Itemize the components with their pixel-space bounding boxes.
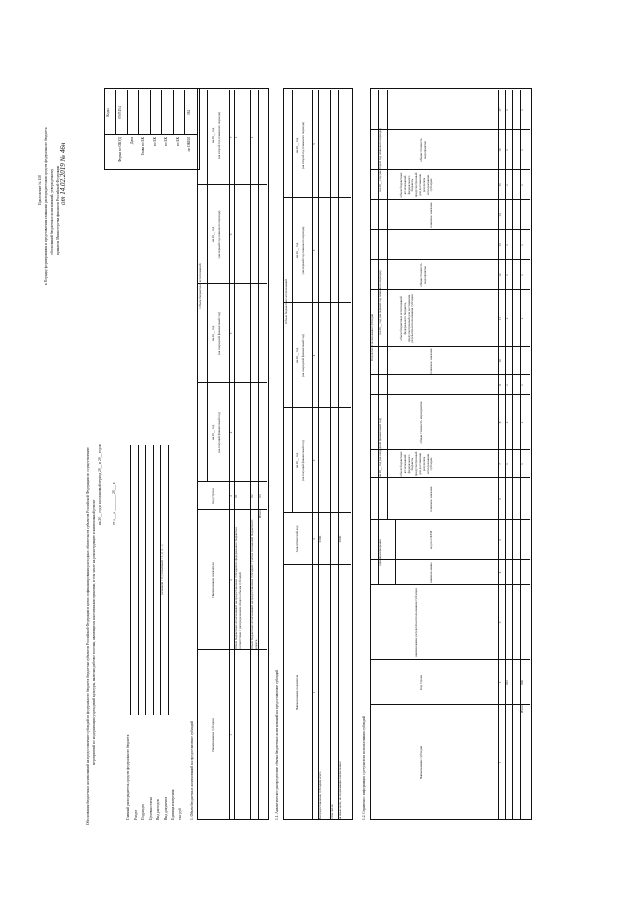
codes-row-label: Дата	[129, 137, 134, 145]
s11-col-num: 6	[312, 143, 316, 145]
s1-header-year-3: на 20__ год	[211, 127, 215, 144]
org-field-underline	[130, 445, 131, 715]
s1-row-dash: x	[250, 136, 254, 139]
s12-row-dash: x	[505, 421, 509, 424]
s12-row-dash: x	[520, 274, 524, 276]
s12-col-num: 3	[498, 621, 502, 624]
s1-row-indicator: Объем бюджетных ассигнований на предоставление субсидий из федерального бюджета в соответствии с распределением общего объема субсидий	[234, 527, 242, 650]
s12-header-result-name: наименование результата использования субсидии	[414, 588, 418, 657]
grid-line	[370, 559, 530, 560]
org-field-underline	[168, 445, 169, 715]
s12-row-dash: x	[505, 317, 509, 320]
org-field-underline	[138, 445, 139, 715]
s1-col-num: 5	[228, 332, 233, 335]
appendix-line-2: к Порядку формирования и представления главными распорядителями средств федерального бюджета	[44, 127, 48, 285]
document-title-line-2: мероприятий по модернизации учреждений культуры, включая рабочие поселки, являющихся населенными пунктами, в том числе на реконструкцию и капитальный ремонт	[92, 499, 96, 765]
s11-header-year-3: на 20__ год	[295, 137, 299, 154]
s11-col-num: 3	[312, 459, 316, 462]
codes-row-line	[150, 90, 151, 135]
codes-row-label: Глава по БК	[141, 137, 145, 156]
grid-line	[292, 90, 293, 513]
s12-col-num: 11	[498, 316, 502, 321]
s12-col-num: 14	[498, 213, 502, 217]
codes-row-line	[161, 90, 162, 135]
s12-row-code: 001	[505, 680, 509, 685]
s12-col-num: 6	[498, 498, 502, 500]
s11-header-year-sub-1: (на очередной финансовый год)	[301, 333, 305, 378]
s12-row-dash: x	[505, 244, 509, 246]
s12-header-year-1: на 20__ год (на первый год планового периода)	[378, 270, 382, 335]
codes-row-label: по БК	[164, 137, 168, 147]
grid-line	[370, 519, 530, 520]
codes-row-label: Форма по ОКУД	[118, 137, 122, 163]
s12-row-dash: x	[520, 149, 524, 151]
s11-header-year-sub-2: (на первый год планового периода)	[301, 226, 305, 275]
s1-header-year-sub-0: (на текущий финансовый год)	[217, 412, 221, 453]
codes-row-value: 384	[187, 109, 191, 116]
org-field-underline	[160, 445, 161, 715]
s11-row-code: 0200	[338, 535, 342, 543]
s12-row-dash: x	[505, 109, 509, 111]
s11-header-year-0: на 20__ год	[295, 452, 299, 469]
org-field-underline	[145, 445, 146, 715]
s1-header-name: Наименование субсидии	[211, 718, 215, 752]
s12-header-federal-share-1: объем бюджетных ассигнований федерального бюджета, предусмотренный для достижения результата использования субсидии	[399, 294, 415, 343]
s1-header-year-sub-2: (на первый год планового периода)	[217, 210, 221, 259]
appendix-line-4: приказом Министерства финансов Российской Федерации	[56, 165, 60, 255]
s12-row-dash: x	[505, 149, 509, 151]
unit-value: тыс руб	[178, 808, 182, 820]
codes-row-label: по БК	[152, 137, 157, 147]
codes-row-label: по ОКЕИ	[187, 137, 191, 152]
s12-header-unit-name: наимено-вание	[429, 562, 433, 583]
s12-header-results: Результат использования субсидии	[370, 313, 374, 362]
codes-row-line	[173, 90, 174, 135]
s12-row-dash: x	[505, 463, 509, 465]
org-field-label: Вид расходов	[156, 799, 160, 820]
s12-row-dash: x	[520, 421, 524, 424]
s12-header-federal-share-2: объем бюджетных ассигнований федерального бюджета, предусмотренный для достижения результата использования субсидии	[399, 172, 434, 198]
s11-header-year-1: на 20__ год	[295, 347, 299, 364]
s12-col-num: 7	[498, 463, 502, 465]
s1-header-volume: Объем бюджетных ассигнований	[198, 263, 202, 309]
s12-header-okei: код по ОКЕИ	[429, 530, 433, 550]
s11-header-volume: Объем бюджетных ассигнований	[284, 279, 288, 324]
s12-col-num: 16	[498, 148, 502, 152]
codes-row-label: по БК	[175, 137, 180, 147]
s1-row-code: 02	[250, 494, 254, 498]
s12-header-plan-1: плановое значение	[429, 348, 433, 374]
s1-col-num: 4	[228, 431, 233, 434]
s1-total-label: Итого	[258, 510, 262, 519]
s12-col-num: 5	[498, 539, 502, 541]
s1-col-num: 6	[228, 233, 233, 236]
s11-row-indicator: на иные цели, не подлежащие вычислению	[338, 761, 342, 820]
s11-col-num: 2	[312, 538, 316, 540]
s12-row-dash: x	[520, 317, 524, 320]
s1-header-year-2: на 20__ год	[211, 226, 215, 243]
org-field-label: Целевая статья	[148, 797, 153, 820]
s12-header-total-cost-0: общая стоимость мероприятия	[419, 401, 423, 444]
s1-row-code: 01	[234, 494, 238, 498]
s1-row-dash: x	[234, 136, 238, 139]
s12-header-total-cost-1: общая стоимость мероприятия	[419, 263, 427, 287]
s12-row-dash: x	[520, 463, 524, 465]
s12-total-label: Итого	[520, 705, 524, 714]
grid-line	[395, 520, 396, 585]
handwritten-signature-order: от 14.02.2019 № 46н	[59, 142, 67, 205]
appendix-line-1: Приложение № 118	[38, 175, 42, 205]
s12-header-plan-0: плановое значение	[429, 486, 433, 512]
s12-row-code: 900	[520, 680, 524, 685]
s11-col-num: 5	[312, 249, 316, 252]
grid-line	[387, 90, 388, 520]
appendix-line-3: обоснований бюджетных ассигнований, утвержденному	[50, 168, 54, 255]
section-1-title: 1. Объем бюджетных ассигнований на предоставление субсидий	[190, 720, 194, 820]
codes-row-line	[138, 90, 139, 135]
s1-header-year-sub-3: (на второй год планового периода)	[217, 112, 221, 159]
grid-line	[512, 90, 513, 820]
s12-header-name: Наименование субсидии	[419, 745, 423, 780]
org-field-label: Раздел	[133, 809, 138, 820]
org-field-label: Главный распорядитель средств федерального бюджета	[126, 734, 130, 820]
document-title-line-1: Обоснования бюджетных ассигнований на предоставление субсидий из федерального бюджета бюджетам субъектов Российской Федерации в целях софинансирования расходных обязательств субъектов Российской Федерации по осуществлению	[86, 447, 90, 825]
s12-col-num: 8	[498, 421, 502, 424]
s11-header-code: Аналитический код	[295, 525, 299, 553]
s12-row-dash: x	[505, 384, 509, 386]
s1-col-num: 3	[228, 495, 233, 497]
document-date-line: от «___» _________ 20___ г.	[112, 481, 116, 525]
s1-col-num: 1	[228, 734, 233, 736]
s12-col-num: 12	[498, 273, 502, 277]
s12-col-num: 10	[498, 359, 502, 363]
s12-header-code: Код строки	[419, 674, 423, 691]
s11-col-num: 4	[312, 354, 316, 357]
s12-col-num: 1	[498, 761, 502, 764]
org-field-label: Вид документа	[163, 796, 168, 820]
org-field-label: Подраздел	[141, 803, 145, 820]
s1-header-year-1: на 20__ год	[211, 325, 215, 342]
codes-row-line	[115, 90, 116, 135]
s12-header-unit: единица измерения	[378, 539, 382, 566]
codes-row-line	[127, 90, 128, 135]
codes-row-value: 0505154	[118, 106, 122, 119]
s12-header-year-0: на 20__ год (на очередной финансовый год)	[378, 417, 382, 478]
s12-row-dash: x	[505, 184, 509, 186]
s12-header-year-2: на 20__ год (на второй год планового периода)	[378, 128, 382, 192]
grid-line	[250, 90, 251, 820]
s11-row-code: 0100	[318, 535, 322, 543]
s1-header-year-0: на 20__ год	[211, 424, 215, 441]
s1-total-code: 03	[258, 494, 262, 498]
grid-line	[207, 90, 208, 482]
s12-header-plan-2: плановое значение	[429, 202, 433, 228]
s11-header-year-sub-3: (на второй год планового периода)	[301, 122, 305, 169]
s11-header-year-2: на 20__ год	[295, 242, 299, 259]
s12-col-num: 13	[498, 243, 502, 247]
org-field-underline	[153, 445, 154, 715]
s12-col-num: 4	[498, 571, 502, 574]
s11-header-year-sub-0: (на текущий финансовый год)	[301, 440, 305, 481]
grid-line	[258, 90, 259, 820]
s1-header-code: Код строки	[211, 488, 215, 504]
codes-header: Коды	[106, 108, 110, 117]
s1-col-num: 7	[228, 136, 233, 139]
document-title-line-3: на 20__ год и на плановый период 20__ и 20__ годов	[98, 444, 102, 525]
s1-col-num: 2	[228, 579, 233, 581]
s12-col-num: 2	[498, 681, 502, 684]
s12-row-dash: x	[520, 384, 524, 386]
s11-row-indicator: в том числе	[330, 804, 334, 820]
unit-label: Единица измерения:	[171, 788, 175, 820]
s12-row-dash: x	[520, 244, 524, 246]
s12-row-dash: x	[520, 109, 524, 111]
section-12-title: 1.2. Справочно: информация о результатах использования субсидий	[362, 716, 366, 820]
s1-header-indicator: Наименование показателя	[211, 562, 215, 598]
s11-col-num: 1	[312, 691, 316, 694]
s12-header-total-cost-2: общая стоимость мероприятия	[419, 138, 427, 162]
document-type-hint: (основной = 0; уточненный = 1, 2, 3, ...)	[160, 544, 164, 595]
s12-row-code	[513, 660, 519, 705]
s12-row-dash: x	[520, 184, 524, 186]
codes-row-line	[184, 90, 185, 135]
s11-header-indicator: Наименование показателя	[295, 674, 299, 711]
s11-row-indicator: На предоставление субсидий, всего	[318, 771, 322, 820]
s12-header-federal-share-0: объем бюджетных ассигнований федерального бюджета, предусмотренный для достижения результата использования субсидии	[399, 451, 434, 477]
s12-col-num: 15	[498, 183, 502, 187]
s12-col-num: 17	[498, 108, 502, 112]
s1-row-indicator: Объем бюджетных ассигнований на предоставление субсидий с учетом положений бюджетного кодекса	[250, 519, 258, 650]
section-11-title: 1.1. Аналитическое распределение объема бюджетных ассигнований на предоставление субсидий	[275, 669, 279, 820]
s1-header-year-sub-1: (на очередной финансовый год)	[217, 311, 221, 356]
s12-row-dash: x	[505, 274, 509, 276]
s12-col-num: 9	[498, 384, 502, 386]
